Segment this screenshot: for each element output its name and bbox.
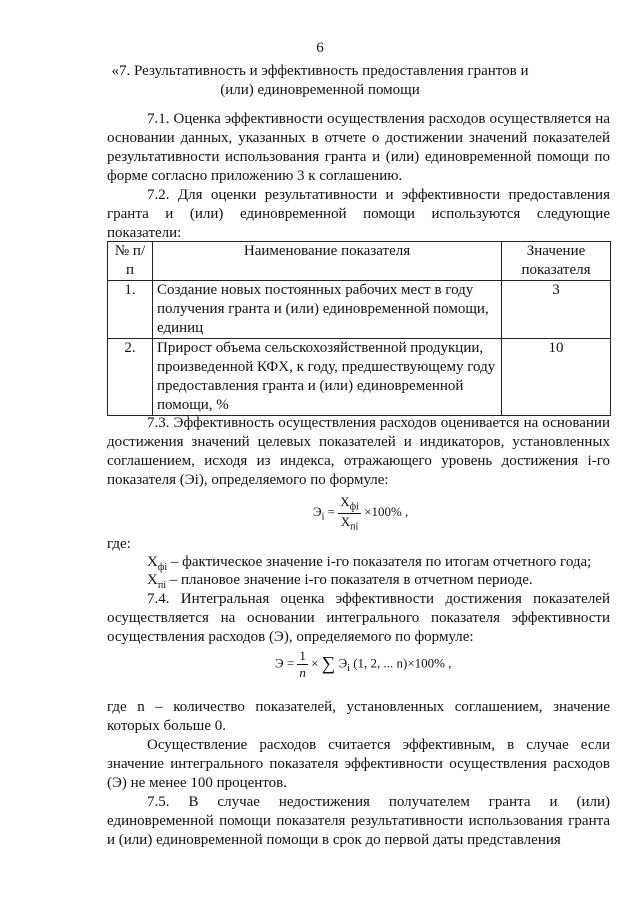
term-sub: i <box>347 663 350 675</box>
formula-individual-index <box>313 494 408 532</box>
table-row <box>108 339 611 416</box>
formula-term: Э <box>338 655 348 671</box>
table-header-cell: Значение показателя <box>502 242 611 281</box>
indicator-value: 3 <box>502 281 611 339</box>
formula-fraction <box>297 648 308 681</box>
page-number: 6 <box>316 40 324 56</box>
variable-plan: $Х_{пi}$ – плановое значение i-го показателя в отчетном периоде. <box>147 572 533 591</box>
table-header-row <box>108 242 611 281</box>
where-label: где: <box>107 536 131 552</box>
formula-tail: ×100% , <box>364 504 409 520</box>
table-header-cell: Наименование показателя <box>153 242 502 281</box>
table-row <box>108 281 611 339</box>
row-number: 2. <box>108 339 153 416</box>
indicator-value: 10 <box>502 339 611 416</box>
formula-lhs: Э <box>313 504 322 520</box>
paragraph-n-definition: где n – количество показателей, установленных соглашением, значение которых больше 0. <box>107 699 610 734</box>
numerator-sub: фi <box>349 501 359 513</box>
fraction-denominator: n <box>299 665 306 680</box>
sum-symbol: ∑ <box>321 653 336 675</box>
row-number: 1. <box>108 281 153 339</box>
formula-fraction <box>338 494 361 532</box>
table-header-cell: № п/п <box>108 242 153 281</box>
fraction-numerator: Х <box>340 494 350 509</box>
indicator-name: Создание новых постоянных рабочих мест в году получения гранта и (или) единовременной помощи, единиц <box>153 281 502 339</box>
paragraph-7-5: 7.5. В случае недостижения получателем гранта и (или) единовременной помощи показателя результативности использования гранта и (или) единовременной помощи в срок до первой даты представления <box>107 794 610 848</box>
paragraph-7-2: 7.2. Для оценки результативности и эффективности предоставления гранта и (или) единовременной помощи используются следующие показатели: <box>107 187 610 241</box>
paragraph-7-1: 7.1. Оценка эффективности осуществления расходов осуществляется на основании данных, указанных в отчете о достижении значений показателей результативности использования гранта и (или) единовременной помощи по форме согласно приложению 3 к соглашению. <box>107 111 610 184</box>
fraction-denominator: Х <box>340 513 351 529</box>
formula-equals: = <box>327 504 335 520</box>
formula-integral-index <box>275 648 452 681</box>
formula-args: (1, 2, ... n)×100% , <box>353 655 452 671</box>
indicator-name: Прирост объема сельскохозяйственной продукции, произведенной КФХ, к году, предшествующему году предоставления гранта и (или) единовременной помощи, % <box>153 339 502 416</box>
formula-lhs-sub: i <box>321 511 325 523</box>
formula-times: × <box>311 655 319 671</box>
paragraph-efficiency: Осуществление расходов считается эффективным, в случае если значение интегрального показателя эффективности осуществления расходов (Э) не менее 100 процентов. <box>107 737 610 791</box>
denominator-sub: пi <box>350 521 359 533</box>
section-heading: «7. Результативность и эффективность предоставления грантов и (или) единовременной помощи <box>111 63 529 98</box>
variable-actual: $Х_{фi}$ – фактическое значение i-го показателя по итогам отчетного года; <box>147 554 592 573</box>
paragraph-7-3: 7.3. Эффективность осуществления расходов оценивается на основании достижения значений целевых показателей и индикаторов, установленных соглашением, исходя из индекса, отражающего уровень достижения i-го показателя (Эi), определяемого по формуле: <box>107 415 610 488</box>
indicators-table <box>107 241 611 416</box>
paragraph-7-4: 7.4. Интегральная оценка эффективности достижения показателей осуществляется на основании интегрального показателя эффективности осуществления расходов (Э), определяемого по формуле: <box>107 591 610 645</box>
formula-lhs: Э = <box>275 655 295 671</box>
fraction-numerator: 1 <box>299 648 306 663</box>
